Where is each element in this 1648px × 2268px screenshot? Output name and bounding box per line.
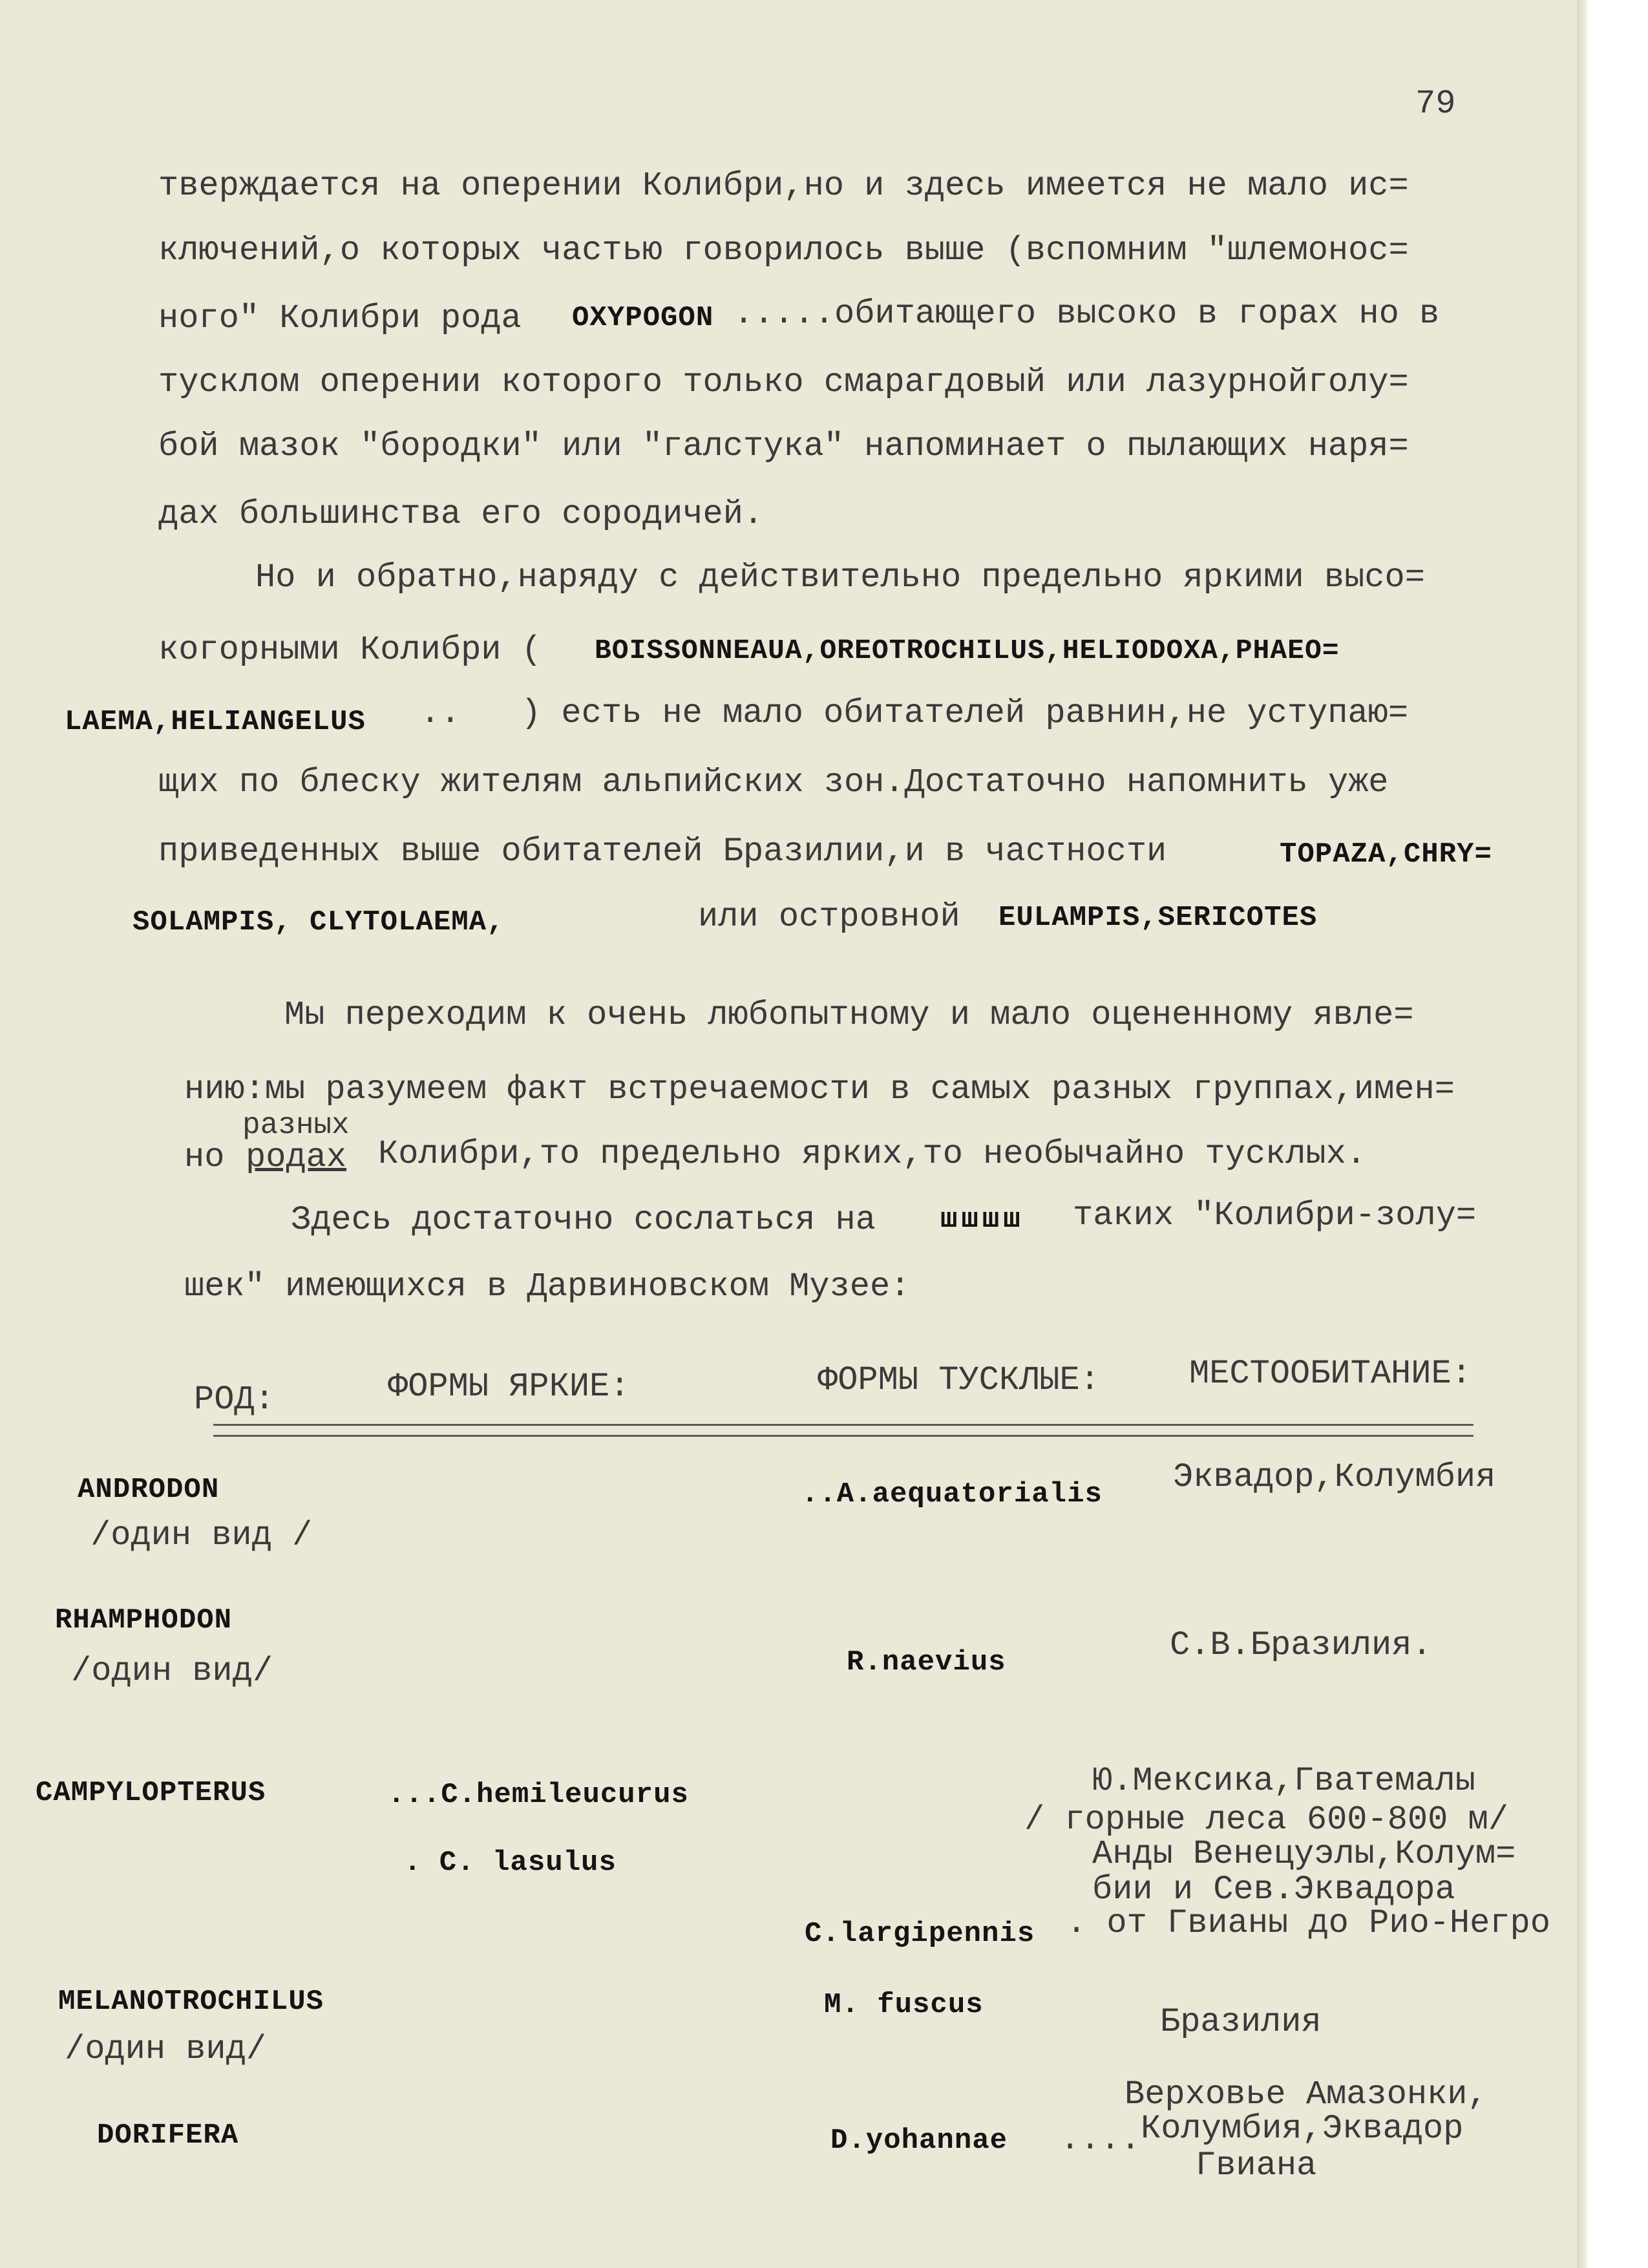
habitat: / горные леса 600-800 м/	[1024, 1801, 1508, 1839]
genus-list: SOLAMPIS, CLYTOLAEMA,	[132, 906, 505, 938]
text-line: шек" имеющихся в Дарвиновском Музее:	[184, 1267, 911, 1306]
text-line: таких "Колибри-золу=	[1073, 1196, 1477, 1235]
habitat: Анды Венецуэлы,Колум=	[1092, 1835, 1516, 1873]
column-header-bright: ФОРМЫ ЯРКИЕ:	[388, 1368, 630, 1406]
underlined-word: родах	[246, 1138, 347, 1176]
bright-form: . C. lasulus	[404, 1847, 617, 1879]
text-line: Колибри,то предельно ярких,то необычайно тусклых.	[378, 1135, 1367, 1173]
habitat: бии и Сев.Эквадора	[1092, 1871, 1455, 1909]
genus-note: /один вид/	[71, 1652, 273, 1690]
page-number: 79	[1415, 85, 1456, 123]
text-line: или островной	[698, 898, 960, 936]
habitat: Ю.Мексика,Гватемалы	[1092, 1762, 1475, 1800]
text-line: .....обитающего высоко в горах но в	[734, 295, 1440, 333]
genus-name: ANDRODON	[78, 1474, 220, 1506]
text-line: дах большинства его сородичей.	[158, 495, 764, 533]
dull-form: C.largipennis	[805, 1918, 1035, 1950]
column-header-habitat: МЕСТООБИТАНИЕ:	[1189, 1355, 1472, 1393]
text-line: тверждается на оперении Колибри,но и здесь имеется не мало ис=	[158, 167, 1409, 205]
dull-form: ..A.aequatorialis	[801, 1478, 1103, 1510]
text-line: щих по блеску жителям альпийских зон.Достаточно напомнить уже	[158, 763, 1389, 801]
genus-name: OXYPOGON	[572, 302, 714, 334]
genus-list: BOISSONNEAUA,OREOTROCHILUS,HELIODOXA,PHAEO=	[595, 635, 1340, 666]
header-double-rule	[213, 1424, 1474, 1437]
text-line: нию:мы разумеем факт встречаемости в самых разных группах,имен=	[184, 1070, 1455, 1108]
habitat: С.В.Бразилия.	[1170, 1626, 1432, 1664]
text-line: ключений,о которых частью говорилось выше (вспомним "шлемонос=	[158, 231, 1409, 270]
genus-name: MELANOTROCHILUS	[58, 1986, 324, 2018]
text-line: ного" Колибри рода	[158, 299, 522, 337]
text-line: Мы переходим к очень любопытному и мало оцененному явле=	[284, 996, 1414, 1034]
text-line: когорными Колибри (	[158, 631, 542, 669]
dull-form-leader: ....	[1060, 2121, 1141, 2159]
text-line: Здесь достаточно сослаться на	[291, 1201, 876, 1239]
genus-list: LAEMA,HELIANGELUS	[65, 706, 366, 738]
column-header-dull: ФОРМЫ ТУСКЛЫЕ:	[818, 1361, 1100, 1399]
genus-note: /один вид/	[65, 2030, 267, 2068]
text-line: тусклом оперении которого только смарагдовый или лазурнойголу=	[158, 363, 1409, 401]
habitat: Колумбия,Эквадор	[1141, 2110, 1464, 2148]
habitat: . от Гвианы до Рио-Негро	[1066, 1904, 1550, 1942]
genus-name: CAMPYLOPTERUS	[36, 1777, 266, 1809]
habitat: Верховье Амазонки,	[1125, 2075, 1488, 2114]
habitat: Гвиана	[1196, 2146, 1317, 2185]
handwritten-insertion: разных	[242, 1108, 350, 1142]
genus-note: /один вид /	[90, 1516, 313, 1554]
bright-form: ...C.hemileucurus	[388, 1779, 689, 1811]
genus-list: TOPAZA,CHRY=	[1280, 838, 1492, 871]
text-line: приведенных выше обитателей Бразилии,и в частности	[158, 832, 1167, 871]
genus-name: DORIFERA	[97, 2119, 239, 2152]
paper-edge	[1577, 0, 1587, 2268]
dull-form: D.yohannae	[830, 2125, 1008, 2157]
column-header-genus: РОД:	[194, 1381, 275, 1419]
dull-form: M. fuscus	[824, 1989, 984, 2021]
text-line: Но и обратно,наряду с действительно предельно яркими высо=	[255, 558, 1425, 597]
genus-list: EULAMPIS,SERICOTES	[998, 902, 1318, 934]
dull-form: R.naevius	[847, 1646, 1006, 1679]
text-line: но	[184, 1138, 225, 1176]
habitat: Бразилия	[1160, 2003, 1322, 2041]
habitat: Эквадор,Колумбия	[1173, 1458, 1496, 1496]
text-line: .. ) есть не мало обитателей равнин,не уступаю=	[420, 694, 1409, 732]
struck-out-word: шшшш	[940, 1203, 1024, 1236]
text-line: бой мазок "бородки" или "галстука" напоминает о пылающих наря=	[158, 427, 1409, 465]
genus-name: RHAMPHODON	[55, 1604, 233, 1637]
